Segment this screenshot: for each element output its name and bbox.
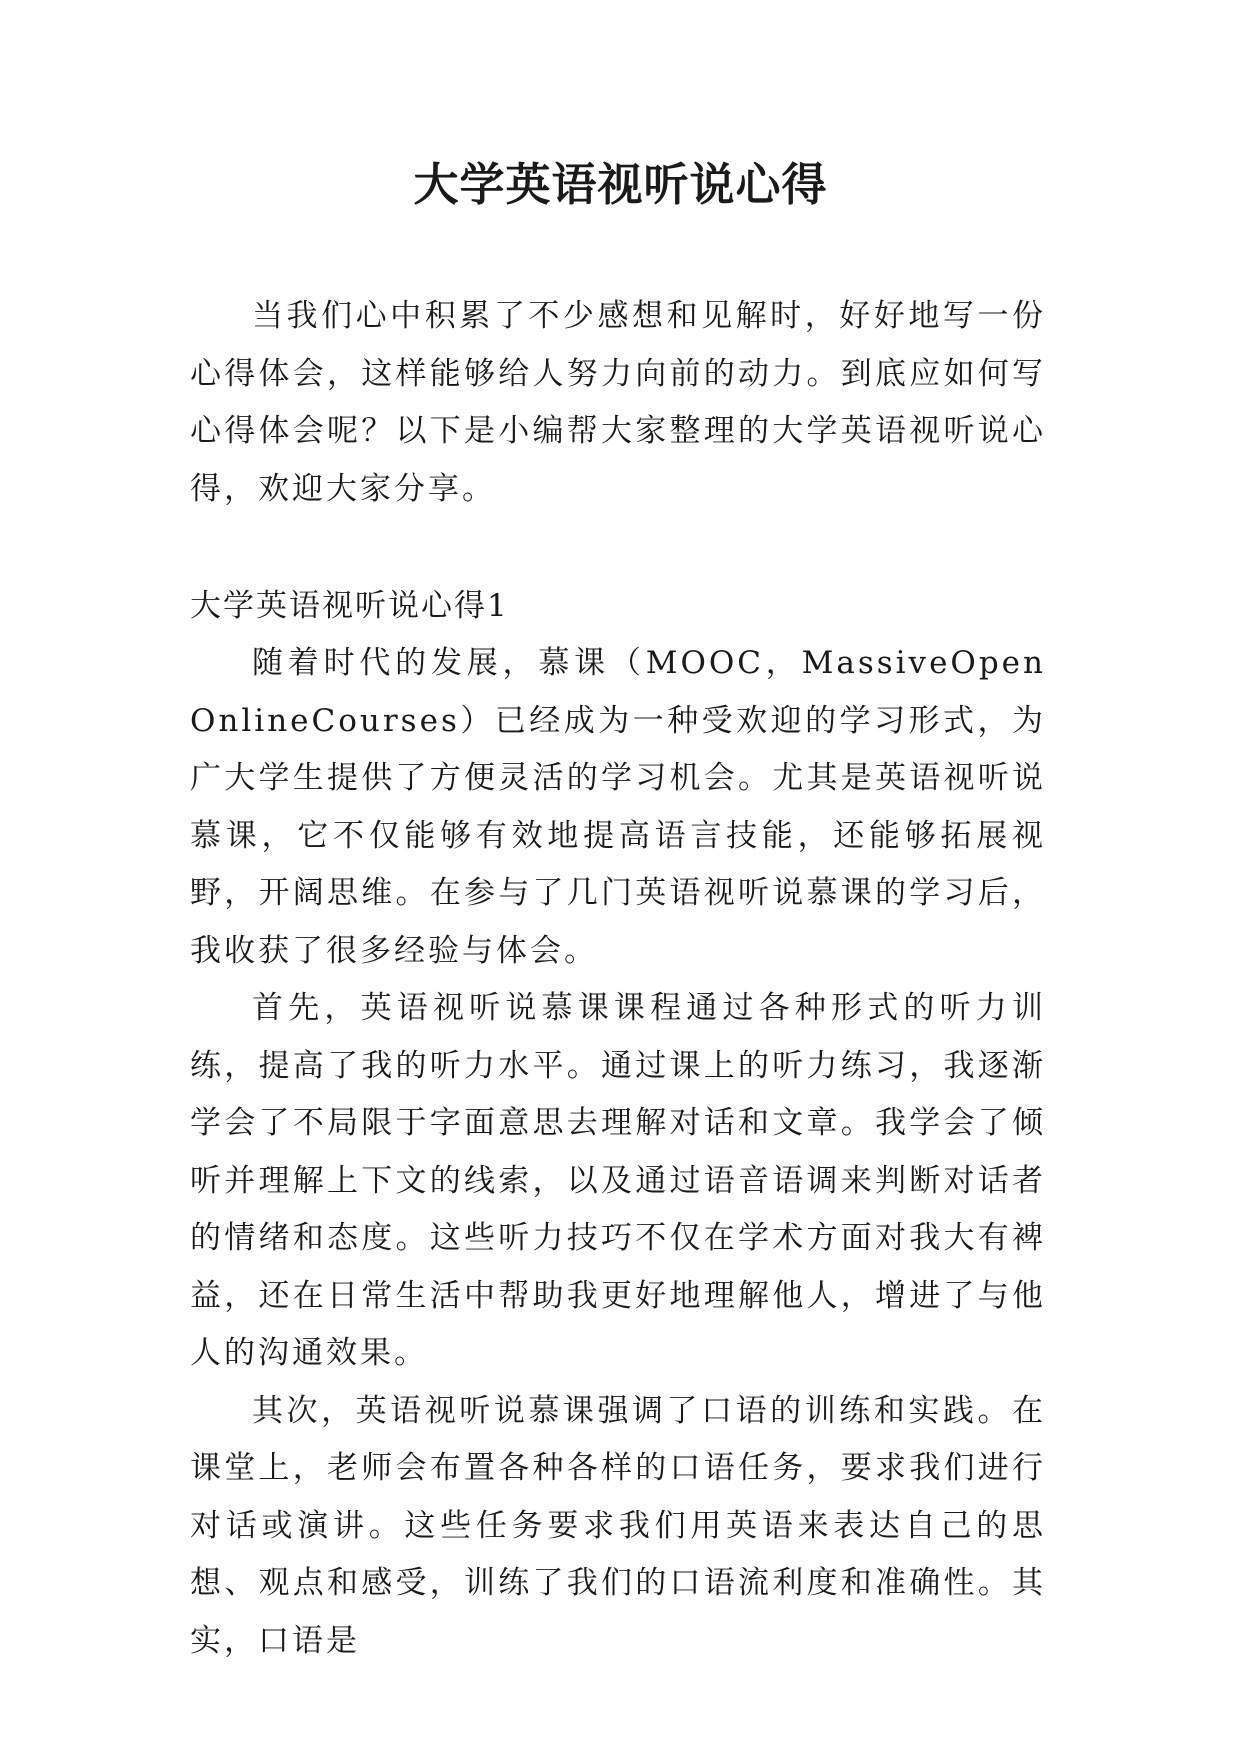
body-paragraph: 随着时代的发展，慕课（MOOC，MassiveOpenOnlineCourses）已经成为一种受欢迎的学习形式，为广大学生提供了方便灵活的学习机会。尤其是英语视听说慕课，它不仅能够有效地提高语言技能，还能够拓展视野，开阔思维。在参与了几门英语视听说慕课的学习后，我收获了很多经验与体会。 (190, 645, 1046, 969)
body-paragraph: 首先，英语视听说慕课课程通过各种形式的听力训练，提高了我的听力水平。通过课上的听力练习，我逐渐学会了不局限于字面意思去理解对话和文章。我学会了倾听并理解上下文的线索，以及通过语音语调来判断对话者的情绪和态度。这些听力技巧不仅在学术方面对我大有裨益，还在日常生活中帮助我更好地理解他人，增进了与他人的沟通效果。 (190, 990, 1046, 1371)
section-heading: 大学英语视听说心得1 (190, 588, 509, 624)
document-title: 大学英语视听说心得 (413, 158, 828, 211)
intro-paragraph: 当我们心中积累了不少感想和见解时，好好地写一份心得体会，这样能够给人努力向前的动力。到底应如何写心得体会呢？以下是小编帮大家整理的大学英语视听说心得，欢迎大家分享。 (190, 298, 1046, 507)
section-body (190, 635, 1046, 1670)
body-paragraph: 其次，英语视听说慕课强调了口语的训练和实践。在课堂上，老师会布置各种各样的口语任务，要求我们进行对话或演讲。这些任务要求我们用英语来表达自己的思想、观点和感受，训练了我们的口语流利度和准确性。其实，口语是 (190, 1392, 1046, 1659)
